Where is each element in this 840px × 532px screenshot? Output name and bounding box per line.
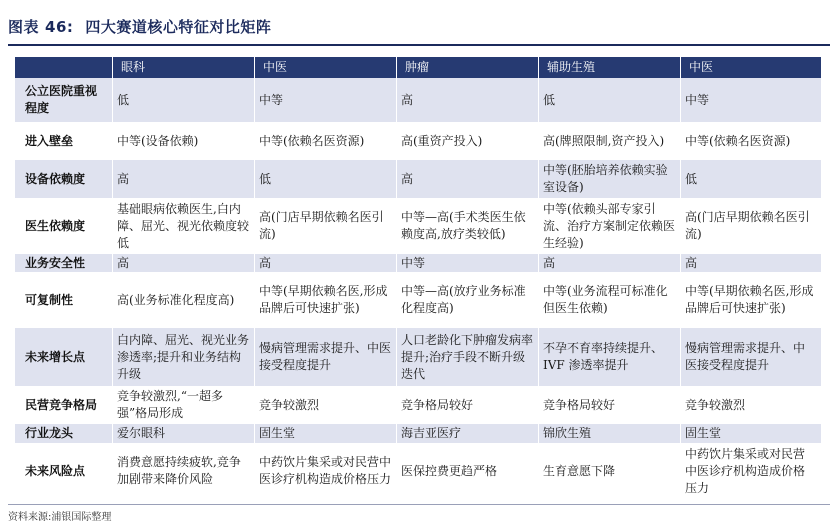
table-cell: 高 (397, 78, 539, 122)
table-cell: 中等 (681, 78, 821, 122)
table-cell: 中等(业务流程可标准化但医生依赖) (539, 272, 681, 328)
table-cell: 不孕不育率持续提升、IVF 渗透率提升 (539, 328, 681, 386)
table-cell: 人口老龄化下肿瘤发病率提升;治疗手段不断升级迭代 (397, 328, 539, 386)
table-cell: 中药饮片集采或对民营中医诊疗机构造成价格压力 (255, 443, 397, 499)
table-row (15, 272, 821, 328)
table-cell: 慢病管理需求提升、中医接受程度提升 (255, 328, 397, 386)
table-cell: 高 (681, 254, 821, 272)
table-cell: 低 (539, 78, 681, 122)
table-cell: 锦欣生殖 (539, 424, 681, 443)
table-cell: 竞争较激烈 (255, 386, 397, 424)
table-cell: 高(重资产投入) (397, 122, 539, 160)
table-cell: 中等(依赖头部专家引流、治疗方案制定依赖医生经验) (539, 198, 681, 254)
table-row (15, 198, 821, 254)
table-cell: 低 (113, 78, 255, 122)
table-cell: 中等 (397, 254, 539, 272)
row-label: 公立医院重视程度 (15, 78, 113, 122)
table-cell: 中等(早期依赖名医,形成品牌后可快速扩张) (255, 272, 397, 328)
table-cell: 高 (255, 254, 397, 272)
table-row (15, 443, 821, 499)
row-label: 行业龙头 (15, 424, 113, 443)
table-cell: 慢病管理需求提升、中医接受程度提升 (681, 328, 821, 386)
table-cell: 高(业务标准化程度高) (113, 272, 255, 328)
header-cell: 肿瘤 (397, 57, 539, 78)
table-cell: 高 (113, 160, 255, 198)
table-cell: 消费意愿持续疲软,竞争加剧带来降价风险 (113, 443, 255, 499)
row-label: 未来风险点 (15, 443, 113, 499)
header-cell: 眼科 (113, 57, 255, 78)
table-cell: 高 (539, 254, 681, 272)
table-row (15, 122, 821, 160)
table-cell: 竞争较激烈,“一超多强”格局形成 (113, 386, 255, 424)
table-cell: 生育意愿下降 (539, 443, 681, 499)
table-cell: 低 (255, 160, 397, 198)
table-cell: 高(牌照限制,资产投入) (539, 122, 681, 160)
table-row (15, 78, 821, 122)
figure-title-text: 四大赛道核心特征对比矩阵 (85, 18, 272, 36)
figure-number: 46: (45, 18, 74, 36)
row-label: 可复制性 (15, 272, 113, 328)
table-cell: 低 (681, 160, 821, 198)
table-cell: 高 (113, 254, 255, 272)
table-cell: 基础眼病依赖医生,白内障、屈光、视光依赖度较低 (113, 198, 255, 254)
figure-title (8, 14, 271, 40)
table-cell: 高(门店早期依赖名医引流) (681, 198, 821, 254)
table-cell: 中等(胚胎培养依赖实验室设备) (539, 160, 681, 198)
table-cell: 高(门店早期依赖名医引流) (255, 198, 397, 254)
table-header-row (15, 57, 821, 78)
table-cell: 固生堂 (681, 424, 821, 443)
header-cell (15, 57, 113, 78)
table-cell: 中药饮片集采或对民营中医诊疗机构造成价格压力 (681, 443, 821, 499)
row-label: 进入壁垒 (15, 122, 113, 160)
bottom-divider (8, 504, 830, 505)
header-cell: 辅助生殖 (539, 57, 681, 78)
table-cell: 中等 (255, 78, 397, 122)
table-row (15, 160, 821, 198)
table-cell: 竞争较激烈 (681, 386, 821, 424)
row-label: 民营竞争格局 (15, 386, 113, 424)
header-cell: 中医 (681, 57, 821, 78)
table-cell: 固生堂 (255, 424, 397, 443)
table-cell: 竞争格局较好 (539, 386, 681, 424)
row-label: 业务安全性 (15, 254, 113, 272)
table-cell: 中等—高(放疗业务标准化程度高) (397, 272, 539, 328)
table-row (15, 386, 821, 424)
table-cell: 中等(依赖名医资源) (255, 122, 397, 160)
table-cell: 医保控费更趋严格 (397, 443, 539, 499)
table-cell: 爱尔眼科 (113, 424, 255, 443)
table-cell: 中等(依赖名医资源) (681, 122, 821, 160)
row-label: 医生依赖度 (15, 198, 113, 254)
table-cell: 高 (397, 160, 539, 198)
table-row (15, 328, 821, 386)
table-cell: 海吉亚医疗 (397, 424, 539, 443)
table-row (15, 424, 821, 443)
table-row (15, 254, 821, 272)
table-cell: 中等—高(手术类医生依赖度高,放疗类较低) (397, 198, 539, 254)
row-label: 设备依赖度 (15, 160, 113, 198)
table-cell: 中等(设备依赖) (113, 122, 255, 160)
title-divider (8, 44, 830, 46)
figure-label: 图表 (8, 18, 40, 36)
row-label: 未来增长点 (15, 328, 113, 386)
table-cell: 竞争格局较好 (397, 386, 539, 424)
table-cell: 中等(早期依赖名医,形成品牌后可快速扩张) (681, 272, 821, 328)
table-cell: 白内障、屈光、视光业务渗透率;提升和业务结构升级 (113, 328, 255, 386)
comparison-table (14, 57, 821, 499)
header-cell: 中医 (255, 57, 397, 78)
source-note: 资料来源:浦银国际整理 (8, 512, 112, 523)
